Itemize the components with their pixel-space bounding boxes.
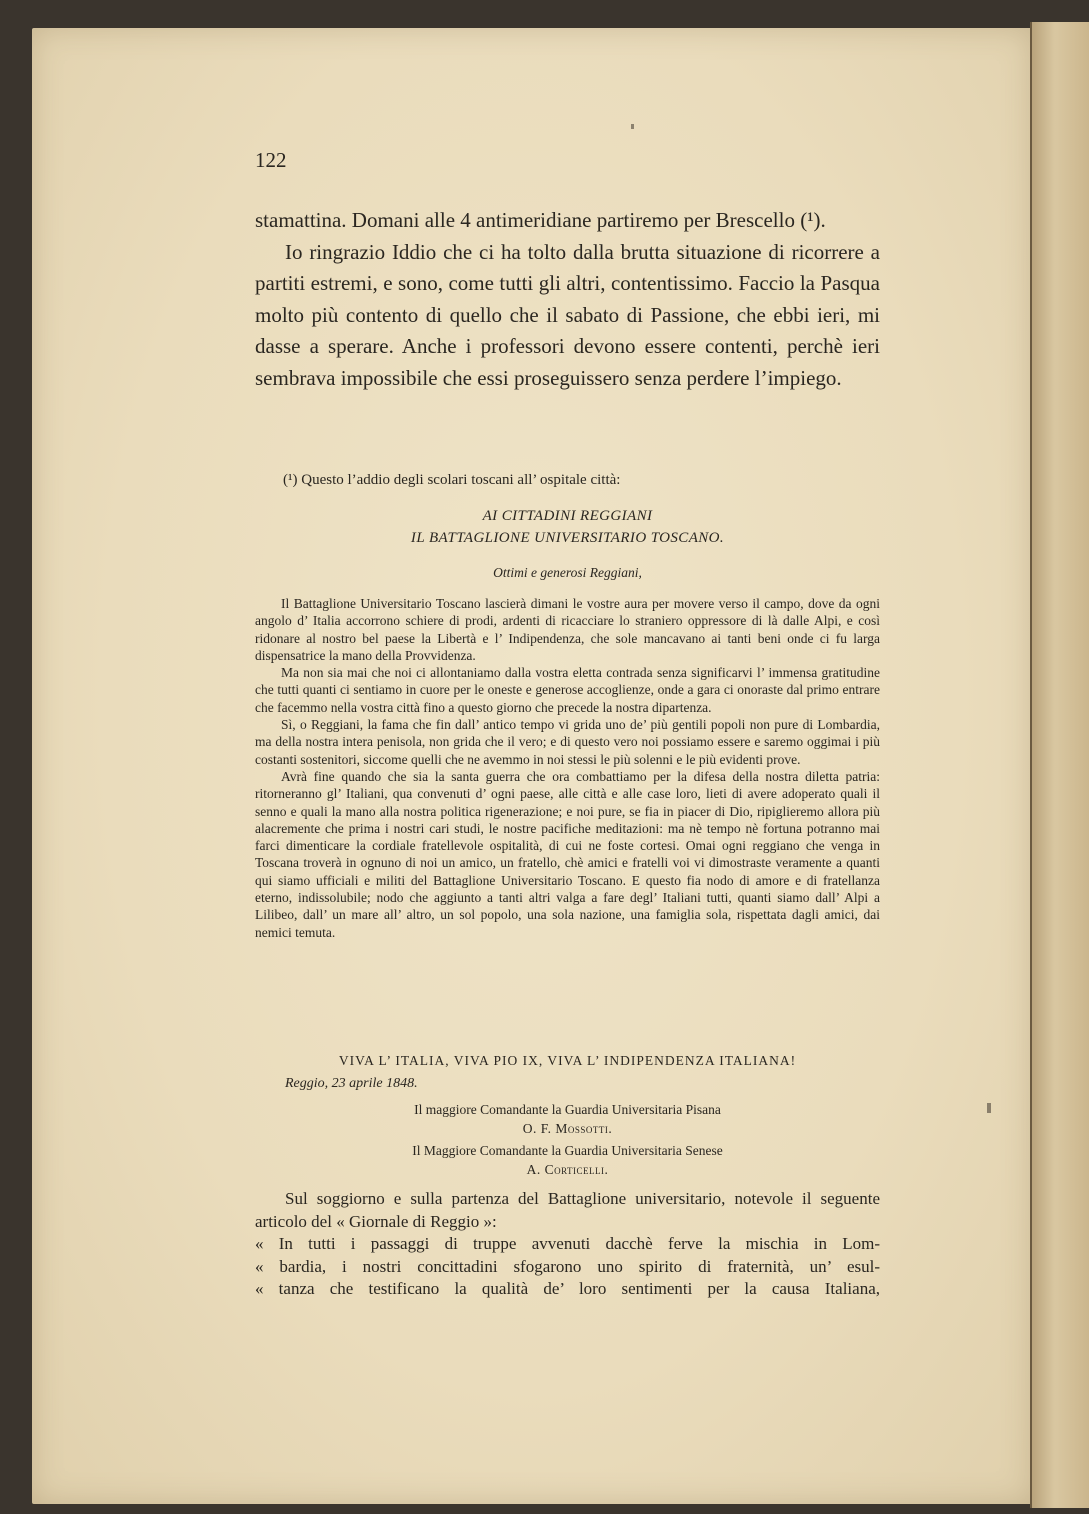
main-paragraph: stamattina. Domani alle 4 antimeridiane partiremo per Brescello (¹). [255,208,826,232]
proclamation-paragraph: Avrà fine quando che sia la santa guerra che ora combattiamo per la difesa della nostra diletta patria: ritorneranno gl’ Italiani, qua convenuti d’ ogni paese, alle città e alle case loro, lieti di avere adoperato quali il senno e quali la mano alla nostra politica rigenerazione; e noi pure, se fia in piacer di Dio, ripiglieremo allora più alacremente che prima i nostri cari studi, le nostre pacifiche meditazioni: ma nè tempo nè fortuna potranno mai farci dimenticare la cordiale fratellevole ospitalità, di cui ne foste cortesi. Omai ogni reggiano che venga in Toscana troverà in ognuno di noi un amico, un fratello, chè amici e fratelli voi vi dimostraste veramente a quanti qui siamo ufficiali e militi del Battaglione Universitario Toscano. E questo fia nodo di amore e di fratellanza eterno, indissolubile; nodo che aggiunto a tanti altri valga a fare degl’ Italiani tutti, quanti siamo dall’ Alpi a Lilibeo, dall’ un mare all’ altro, un sol popolo, una sola nazione, una famiglia sola, rispettata dagli amici, dai nemici temuta. [255,768,880,940]
signature-name: O. F. Mossotti. [522,1121,613,1136]
main-paragraph: Io ringrazio Iddio che ci ha tolto dalla brutta situazione di ricorrere a partiti estremi, e sono, come tutti gli altri, contentissimo. Faccio la Pasqua molto più contento di quello che il sabato di Passione, che ebbi ieri, mi dasse a sperare. Anche i professori devono essere contenti, perchè ieri sembrava impossibile che essi proseguissero senza perdere l’impiego. [255,239,880,390]
proclamation-title-line-2: IL BATTAGLIONE UNIVERSITARIO TOSCANO. [410,530,725,546]
proclamation-paragraph: Il Battaglione Universitario Toscano lascierà dimani le vostre aura per movere verso il campo, dove da ogni angolo d’ Italia accorrono schiere di prodi, ardenti di ricacciare lo straniero oppressore di là dalle Alpi, e così ridonare al nostro bel paese la Libertà e l’ Indipendenza, che sole mancavano ai tanti beni onde ci fu larga dispensatrice la mano della Provvidenza. [255,596,880,663]
quote-line: « In tutti i passaggi di truppe avvenuti dacchè ferve la mischia in Lom- [255,1234,880,1253]
main-text [255,205,880,394]
footnote-intro: (¹) Questo l’addio degli scolari toscani all’ ospitale città: [283,472,621,488]
ink-mark [987,1103,991,1113]
proclamation-salutation: Ottimi e generosi Reggiani, [493,565,642,580]
page-number: 122 [255,148,287,172]
signature-role: Il Maggiore Comandante la Guardia Universitaria Senese [412,1143,723,1158]
proclamation-title-line-1: AI CITTADINI REGGIANI [482,508,653,524]
place-date: Reggio, 23 aprile 1848. [285,1076,418,1091]
signature-name: A. Corticelli. [526,1162,609,1177]
proclamation-paragraph: Sì, o Reggiani, la fama che fin dall’ antico tempo vi grida uno de’ più gentili popoli non pure di Lombardia, ma della nostra intera penisola, non grida che il vero; e di questo vero noi possiamo essere e saremo oggimai i più costanti sostenitori, siccome quelli che ne avemmo in noi stessi le più solenni e le più evidenti prove. [255,717,880,767]
closing-paragraph: Sul soggiorno e sulla partenza del Battaglione universitario, notevole il seguente articolo del « Giornale di Reggio »: [255,1189,880,1231]
next-page-edge [1032,22,1089,1508]
ink-mark [631,124,634,129]
quote-line: « bardia, i nostri concittadini sfogarono uno spirito di fraternità, un’ esul- [255,1256,880,1276]
viva-slogan: VIVA L’ ITALIA, VIVA PIO IX, VIVA L’ INDIPENDENZA ITALIANA! [338,1053,797,1068]
closing-text [255,1188,880,1301]
proclamation-body [255,595,880,941]
signature-role: Il maggiore Comandante la Guardia Universitaria Pisana [414,1102,721,1117]
proclamation-paragraph: Ma non sia mai che noi ci allontaniamo dalla vostra eletta contrada senza significarvi l’ immensa gratitudine che tutti quanti ci sentiamo in cuore per le oneste e generose accoglienze, onde a gara ci onoraste dal primo entrare che facemmo nella vostra città fino a questo giorno che precede la nostra dipartenza. [255,665,880,715]
quote-line: « tanza che testificano la qualità de’ loro sentimenti per la causa Italiana, [255,1279,880,1298]
